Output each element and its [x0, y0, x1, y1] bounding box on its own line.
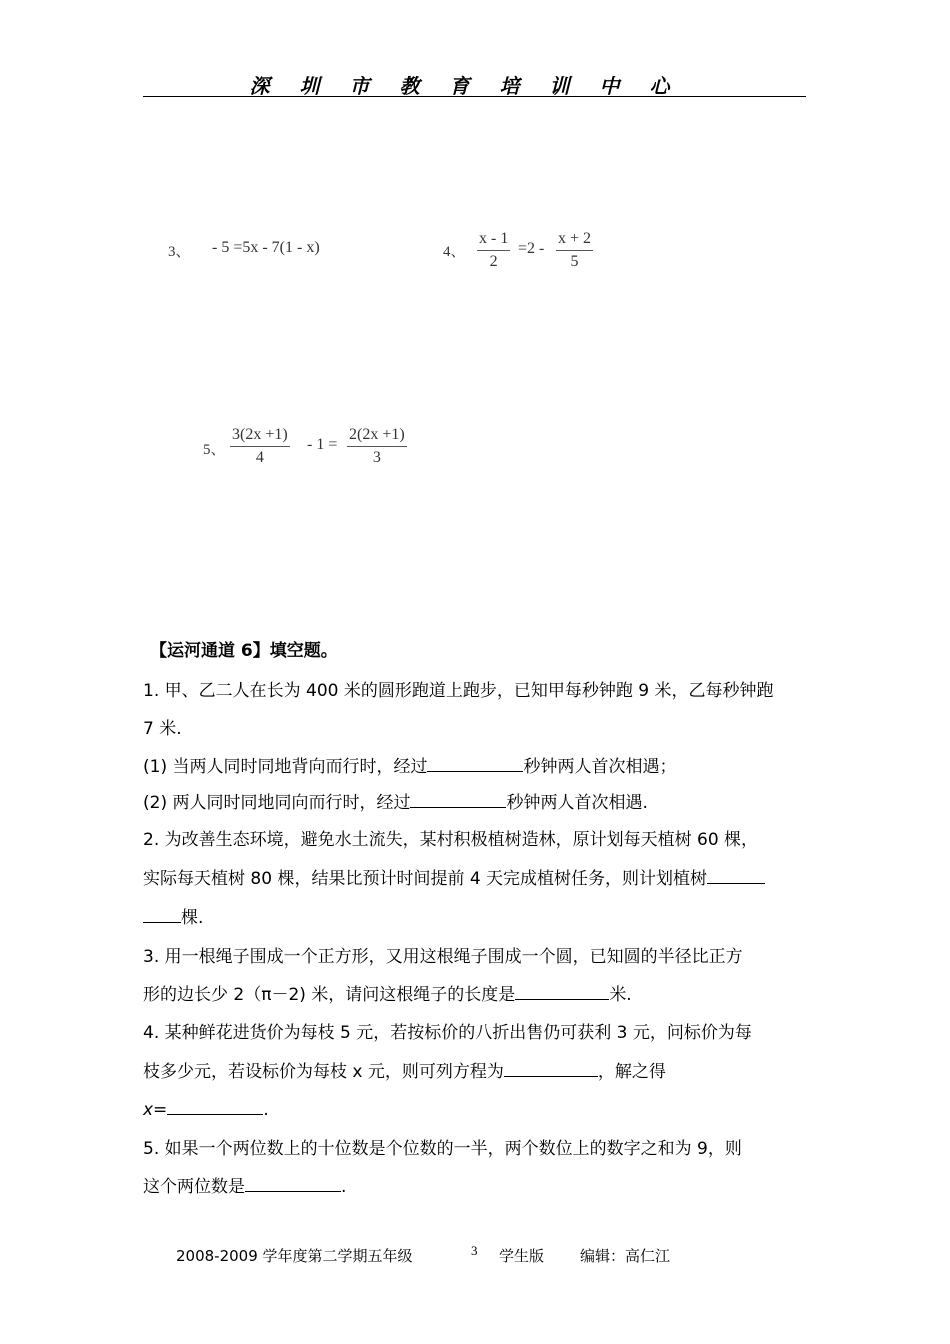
problem1b-suffix: 秒钟两人首次相遇. [506, 793, 648, 813]
answer-blank-4-solution[interactable] [167, 1097, 263, 1115]
eq4-middle: =2 - [518, 240, 545, 257]
eq5-denominator-right: 3 [372, 449, 381, 466]
eq5-middle: - 1 = [307, 436, 338, 453]
answer-blank-2-part2[interactable] [143, 905, 181, 923]
answer-blank-2-part1[interactable] [707, 866, 765, 884]
problem5-line2 [143, 1172, 346, 1197]
problem4-suffix: ，解之得 [597, 1062, 666, 1082]
problem2-text: 实际每天植树 80 棵，结果比预计时间提前 4 天完成植树任务，则计划植树 [143, 869, 708, 889]
eq5-fraction-left [230, 424, 290, 469]
footer-editor: 编辑：高仁江 [580, 1247, 671, 1265]
answer-blank-1b[interactable] [410, 790, 506, 808]
problem1-line1: 1. 甲、乙二人在长为 400 米的圆形跑道上跑步，已知甲每秒钟跑 9 米，乙每秒钟跑 [143, 681, 774, 701]
eq4-fraction-right [556, 228, 593, 273]
answer-blank-5[interactable] [245, 1174, 341, 1192]
problem4-line2 [143, 1057, 666, 1082]
problem5-line1: 5. 如果一个两位数上的十位数是个位数的一半，两个数位上的数字之和为 9，则 [143, 1139, 742, 1159]
eq3-expression: - 5 =5x - 7(1 - x) [212, 239, 320, 256]
problem3-text: 形的边长少 2（π－2) 米，请问这根绳子的长度是 [143, 985, 516, 1005]
eq5-numerator-right: 2(2x +1) [347, 424, 407, 447]
eq4-denominator-right: 5 [570, 253, 579, 270]
problem4-text: 枝多少元，若设标价为每枝 x 元，则可列方程为 [143, 1062, 504, 1082]
answer-blank-4-equation[interactable] [504, 1059, 598, 1077]
problem1a [143, 752, 676, 777]
page-number: 3 [471, 1243, 478, 1258]
problem4-x-label: x= [143, 1100, 168, 1120]
problem1b [143, 788, 648, 813]
eq4-label: 4、 [443, 244, 466, 260]
page-header [143, 70, 806, 97]
section-title: 【运河通道 6】填空题。 [150, 641, 338, 661]
eq5-numerator-left: 3(2x +1) [230, 424, 290, 447]
answer-blank-1a[interactable] [427, 754, 523, 772]
header-title: 深圳市教育培训中心 [249, 74, 700, 98]
problem1a-text: (1) 当两人同时同地背向而行时，经过 [143, 757, 428, 777]
problem2-line3 [143, 903, 203, 928]
problem2-line2 [143, 864, 765, 889]
eq5-denominator-left: 4 [255, 449, 264, 466]
eq3-label: 3、 [168, 244, 191, 260]
problem3-line2 [143, 980, 632, 1005]
problem4-line3 [143, 1097, 269, 1120]
problem5-suffix: . [341, 1177, 347, 1197]
footer-edition: 学生版 [499, 1247, 545, 1265]
eq4-numerator-right: x + 2 [556, 228, 593, 251]
problem2-suffix: 棵. [181, 908, 204, 928]
problem5-text: 这个两位数是 [143, 1177, 245, 1197]
problem4-line1: 4. 某种鲜花进货价为每枝 5 元，若按标价的八折出售仍可获利 3 元，问标价为每 [143, 1023, 752, 1043]
problem1a-suffix: 秒钟两人首次相遇； [523, 757, 677, 777]
problem1b-text: (2) 两人同时同地同向而行时，经过 [143, 793, 411, 813]
eq5-label: 5、 [203, 442, 226, 458]
eq4-denominator-left: 2 [489, 253, 498, 270]
eq5-fraction-right [347, 424, 407, 469]
eq4-numerator-left: x - 1 [477, 228, 510, 251]
problem2-line1: 2. 为改善生态环境，避免水土流失，某村积极植树造林，原计划每天植树 60 棵， [143, 830, 759, 850]
eq4-fraction-left [477, 228, 510, 273]
problem4-end: . [263, 1100, 269, 1120]
problem3-line1: 3. 用一根绳子围成一个正方形，又用这根绳子围成一个圆，已知圆的半径比正方 [143, 947, 743, 967]
footer-term: 2008-2009 学年度第二学期五年级 [176, 1247, 413, 1265]
problem1-line2: 7 米. [143, 719, 182, 739]
problem3-suffix: 米. [609, 985, 632, 1005]
answer-blank-3[interactable] [515, 982, 609, 1000]
